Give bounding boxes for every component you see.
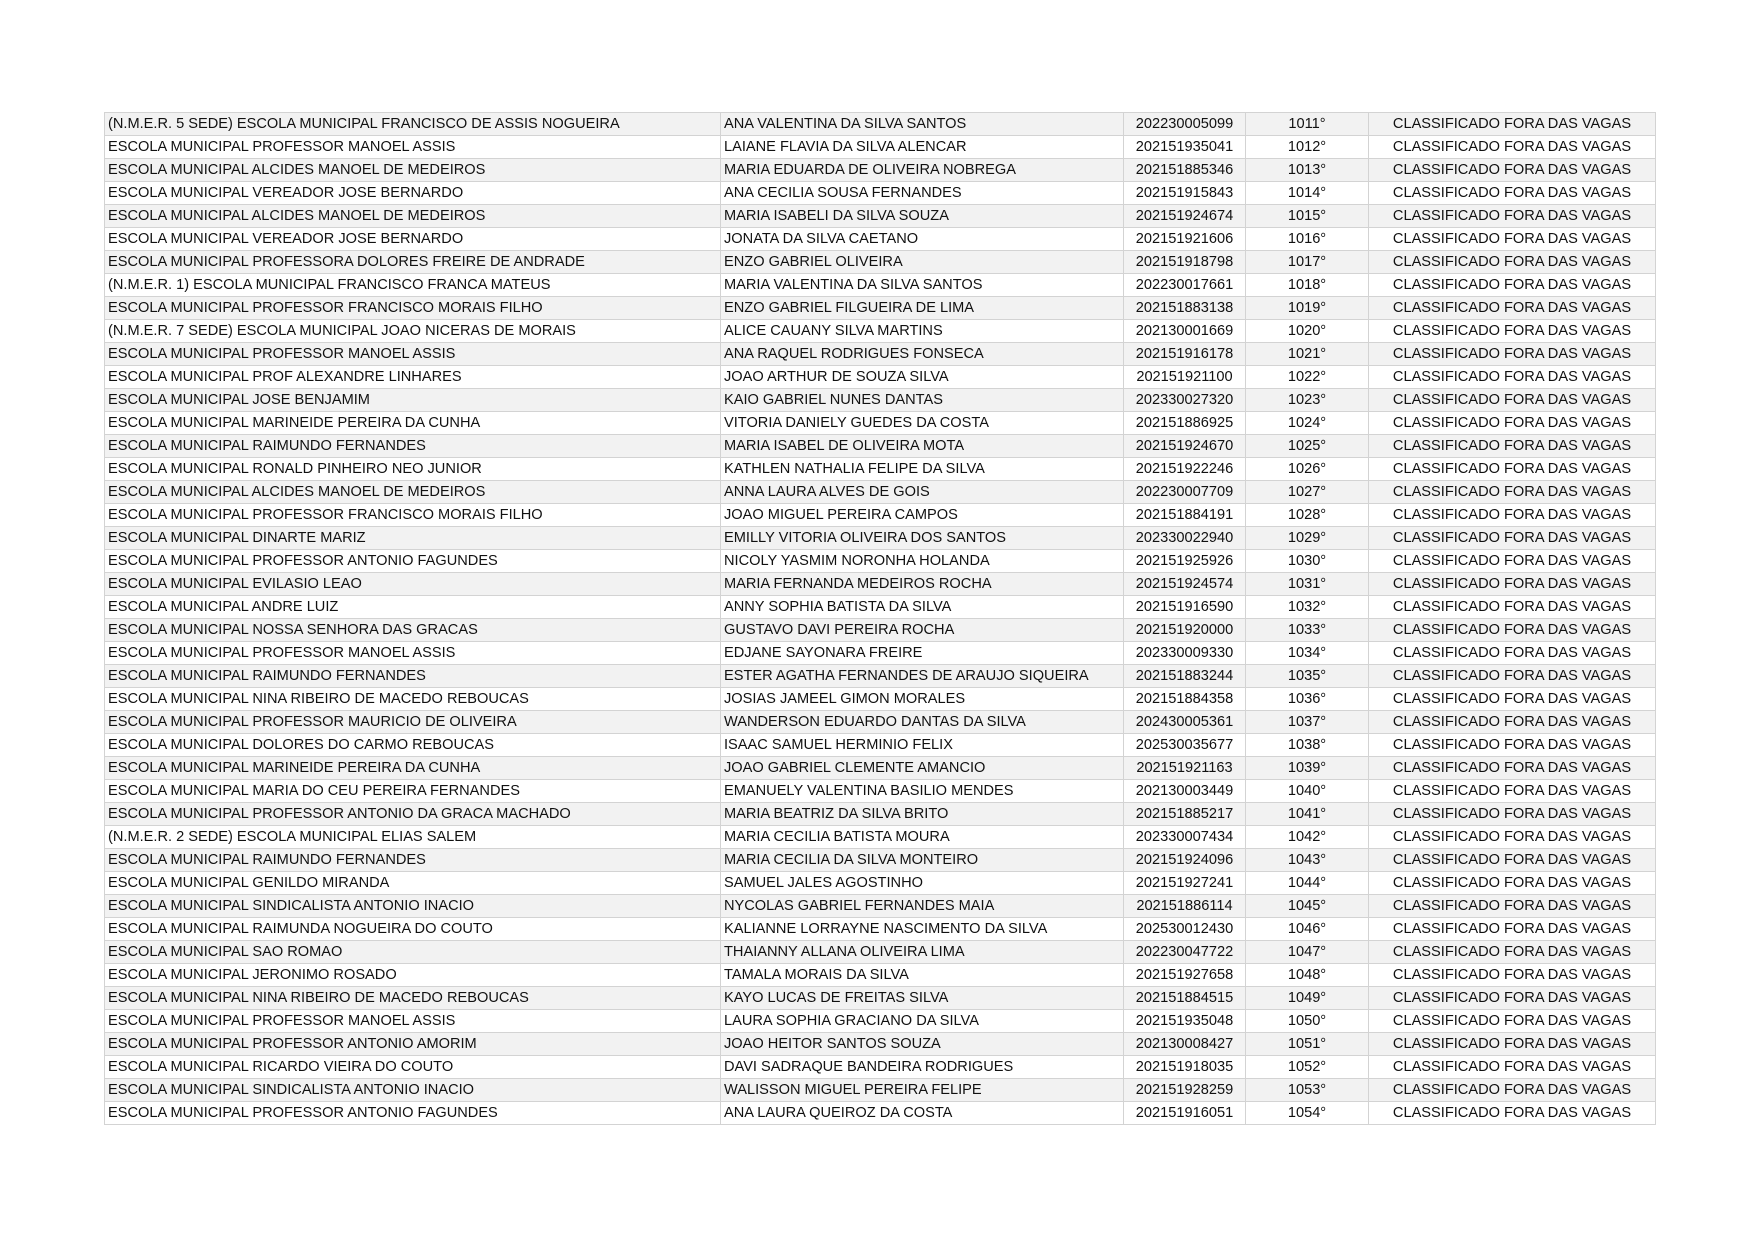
table-row [105, 826, 1656, 849]
student-name-cell: LAURA SOPHIA GRACIANO DA SILVA [721, 1010, 1124, 1033]
student-name-cell: ANA RAQUEL RODRIGUES FONSECA [721, 343, 1124, 366]
position-cell: 1053° [1246, 1079, 1369, 1102]
school-cell: ESCOLA MUNICIPAL VEREADOR JOSE BERNARDO [105, 228, 721, 251]
status-cell: CLASSIFICADO FORA DAS VAGAS [1369, 228, 1656, 251]
school-cell: ESCOLA MUNICIPAL RICARDO VIEIRA DO COUTO [105, 1056, 721, 1079]
status-cell: CLASSIFICADO FORA DAS VAGAS [1369, 918, 1656, 941]
student-name-cell: MARIA BEATRIZ DA SILVA BRITO [721, 803, 1124, 826]
status-cell: CLASSIFICADO FORA DAS VAGAS [1369, 849, 1656, 872]
student-name-cell: JOSIAS JAMEEL GIMON MORALES [721, 688, 1124, 711]
school-cell: ESCOLA MUNICIPAL EVILASIO LEAO [105, 573, 721, 596]
position-cell: 1029° [1246, 527, 1369, 550]
status-cell: CLASSIFICADO FORA DAS VAGAS [1369, 711, 1656, 734]
table-row [105, 550, 1656, 573]
position-cell: 1044° [1246, 872, 1369, 895]
student-name-cell: ENZO GABRIEL OLIVEIRA [721, 251, 1124, 274]
registration-cell: 202151883244 [1124, 665, 1246, 688]
registration-cell: 202151921606 [1124, 228, 1246, 251]
status-cell: CLASSIFICADO FORA DAS VAGAS [1369, 573, 1656, 596]
registration-cell: 202151886114 [1124, 895, 1246, 918]
table-row [105, 228, 1656, 251]
registration-cell: 202151922246 [1124, 458, 1246, 481]
table-row [105, 251, 1656, 274]
position-cell: 1018° [1246, 274, 1369, 297]
table-row [105, 1102, 1656, 1125]
school-cell: (N.M.E.R. 2 SEDE) ESCOLA MUNICIPAL ELIAS SALEM [105, 826, 721, 849]
position-cell: 1022° [1246, 366, 1369, 389]
registration-cell: 202330009330 [1124, 642, 1246, 665]
student-name-cell: THAIANNY ALLANA OLIVEIRA LIMA [721, 941, 1124, 964]
student-name-cell: ANA LAURA QUEIROZ DA COSTA [721, 1102, 1124, 1125]
school-cell: ESCOLA MUNICIPAL PROF ALEXANDRE LINHARES [105, 366, 721, 389]
status-cell: CLASSIFICADO FORA DAS VAGAS [1369, 596, 1656, 619]
table-row [105, 1079, 1656, 1102]
table-row [105, 1033, 1656, 1056]
position-cell: 1028° [1246, 504, 1369, 527]
table-row [105, 665, 1656, 688]
table-row [105, 803, 1656, 826]
position-cell: 1032° [1246, 596, 1369, 619]
school-cell: ESCOLA MUNICIPAL NINA RIBEIRO DE MACEDO REBOUCAS [105, 987, 721, 1010]
status-cell: CLASSIFICADO FORA DAS VAGAS [1369, 458, 1656, 481]
position-cell: 1036° [1246, 688, 1369, 711]
position-cell: 1047° [1246, 941, 1369, 964]
position-cell: 1045° [1246, 895, 1369, 918]
position-cell: 1034° [1246, 642, 1369, 665]
status-cell: CLASSIFICADO FORA DAS VAGAS [1369, 1102, 1656, 1125]
school-cell: ESCOLA MUNICIPAL RAIMUNDO FERNANDES [105, 435, 721, 458]
table-row [105, 872, 1656, 895]
student-name-cell: MARIA CECILIA DA SILVA MONTEIRO [721, 849, 1124, 872]
status-cell: CLASSIFICADO FORA DAS VAGAS [1369, 274, 1656, 297]
position-cell: 1038° [1246, 734, 1369, 757]
student-name-cell: ANA CECILIA SOUSA FERNANDES [721, 182, 1124, 205]
student-name-cell: ESTER AGATHA FERNANDES DE ARAUJO SIQUEIRA [721, 665, 1124, 688]
status-cell: CLASSIFICADO FORA DAS VAGAS [1369, 251, 1656, 274]
position-cell: 1015° [1246, 205, 1369, 228]
results-table [104, 112, 1656, 1125]
school-cell: ESCOLA MUNICIPAL PROFESSOR ANTONIO FAGUNDES [105, 550, 721, 573]
table-row [105, 527, 1656, 550]
school-cell: ESCOLA MUNICIPAL RAIMUNDO FERNANDES [105, 849, 721, 872]
registration-cell: 202151885217 [1124, 803, 1246, 826]
position-cell: 1012° [1246, 136, 1369, 159]
student-name-cell: JOAO HEITOR SANTOS SOUZA [721, 1033, 1124, 1056]
school-cell: ESCOLA MUNICIPAL PROFESSOR MANOEL ASSIS [105, 343, 721, 366]
status-cell: CLASSIFICADO FORA DAS VAGAS [1369, 527, 1656, 550]
school-cell: ESCOLA MUNICIPAL PROFESSOR MANOEL ASSIS [105, 136, 721, 159]
status-cell: CLASSIFICADO FORA DAS VAGAS [1369, 757, 1656, 780]
registration-cell: 202151920000 [1124, 619, 1246, 642]
registration-cell: 202330022940 [1124, 527, 1246, 550]
position-cell: 1054° [1246, 1102, 1369, 1125]
position-cell: 1040° [1246, 780, 1369, 803]
status-cell: CLASSIFICADO FORA DAS VAGAS [1369, 780, 1656, 803]
status-cell: CLASSIFICADO FORA DAS VAGAS [1369, 320, 1656, 343]
status-cell: CLASSIFICADO FORA DAS VAGAS [1369, 895, 1656, 918]
student-name-cell: ALICE CAUANY SILVA MARTINS [721, 320, 1124, 343]
school-cell: ESCOLA MUNICIPAL PROFESSOR ANTONIO DA GRACA MACHADO [105, 803, 721, 826]
status-cell: CLASSIFICADO FORA DAS VAGAS [1369, 619, 1656, 642]
school-cell: ESCOLA MUNICIPAL ALCIDES MANOEL DE MEDEIROS [105, 481, 721, 504]
registration-cell: 202151924674 [1124, 205, 1246, 228]
status-cell: CLASSIFICADO FORA DAS VAGAS [1369, 481, 1656, 504]
table-row [105, 688, 1656, 711]
table-row [105, 274, 1656, 297]
student-name-cell: MARIA ISABELI DA SILVA SOUZA [721, 205, 1124, 228]
registration-cell: 202530035677 [1124, 734, 1246, 757]
table-row [105, 642, 1656, 665]
student-name-cell: ANNA LAURA ALVES DE GOIS [721, 481, 1124, 504]
status-cell: CLASSIFICADO FORA DAS VAGAS [1369, 504, 1656, 527]
position-cell: 1023° [1246, 389, 1369, 412]
school-cell: ESCOLA MUNICIPAL PROFESSOR FRANCISCO MORAIS FILHO [105, 297, 721, 320]
table-row [105, 596, 1656, 619]
student-name-cell: DAVI SADRAQUE BANDEIRA RODRIGUES [721, 1056, 1124, 1079]
status-cell: CLASSIFICADO FORA DAS VAGAS [1369, 964, 1656, 987]
school-cell: ESCOLA MUNICIPAL PROFESSOR MANOEL ASSIS [105, 642, 721, 665]
table-row [105, 1056, 1656, 1079]
status-cell: CLASSIFICADO FORA DAS VAGAS [1369, 550, 1656, 573]
student-name-cell: ISAAC SAMUEL HERMINIO FELIX [721, 734, 1124, 757]
school-cell: ESCOLA MUNICIPAL PROFESSOR FRANCISCO MORAIS FILHO [105, 504, 721, 527]
student-name-cell: KALIANNE LORRAYNE NASCIMENTO DA SILVA [721, 918, 1124, 941]
status-cell: CLASSIFICADO FORA DAS VAGAS [1369, 343, 1656, 366]
position-cell: 1050° [1246, 1010, 1369, 1033]
position-cell: 1013° [1246, 159, 1369, 182]
student-name-cell: KATHLEN NATHALIA FELIPE DA SILVA [721, 458, 1124, 481]
table-row [105, 964, 1656, 987]
registration-cell: 202151927658 [1124, 964, 1246, 987]
status-cell: CLASSIFICADO FORA DAS VAGAS [1369, 642, 1656, 665]
school-cell: ESCOLA MUNICIPAL RAIMUNDO FERNANDES [105, 665, 721, 688]
status-cell: CLASSIFICADO FORA DAS VAGAS [1369, 389, 1656, 412]
table-row [105, 182, 1656, 205]
student-name-cell: TAMALA MORAIS DA SILVA [721, 964, 1124, 987]
position-cell: 1020° [1246, 320, 1369, 343]
school-cell: ESCOLA MUNICIPAL SINDICALISTA ANTONIO INACIO [105, 1079, 721, 1102]
table-row [105, 619, 1656, 642]
table-row [105, 481, 1656, 504]
status-cell: CLASSIFICADO FORA DAS VAGAS [1369, 1010, 1656, 1033]
table-row [105, 941, 1656, 964]
registration-cell: 202151927241 [1124, 872, 1246, 895]
school-cell: ESCOLA MUNICIPAL MARINEIDE PEREIRA DA CUNHA [105, 412, 721, 435]
position-cell: 1021° [1246, 343, 1369, 366]
status-cell: CLASSIFICADO FORA DAS VAGAS [1369, 136, 1656, 159]
status-cell: CLASSIFICADO FORA DAS VAGAS [1369, 159, 1656, 182]
registration-cell: 202151924096 [1124, 849, 1246, 872]
position-cell: 1051° [1246, 1033, 1369, 1056]
registration-cell: 202230007709 [1124, 481, 1246, 504]
student-name-cell: NYCOLAS GABRIEL FERNANDES MAIA [721, 895, 1124, 918]
table-row [105, 136, 1656, 159]
registration-cell: 202151883138 [1124, 297, 1246, 320]
position-cell: 1016° [1246, 228, 1369, 251]
registration-cell: 202151924574 [1124, 573, 1246, 596]
status-cell: CLASSIFICADO FORA DAS VAGAS [1369, 688, 1656, 711]
table-row [105, 780, 1656, 803]
table-row [105, 205, 1656, 228]
position-cell: 1046° [1246, 918, 1369, 941]
school-cell: ESCOLA MUNICIPAL PROFESSOR MAURICIO DE OLIVEIRA [105, 711, 721, 734]
registration-cell: 202330007434 [1124, 826, 1246, 849]
status-cell: CLASSIFICADO FORA DAS VAGAS [1369, 803, 1656, 826]
table-row [105, 297, 1656, 320]
table-row [105, 159, 1656, 182]
results-table-body [105, 113, 1656, 1125]
student-name-cell: JOAO ARTHUR DE SOUZA SILVA [721, 366, 1124, 389]
student-name-cell: MARIA VALENTINA DA SILVA SANTOS [721, 274, 1124, 297]
school-cell: ESCOLA MUNICIPAL MARIA DO CEU PEREIRA FERNANDES [105, 780, 721, 803]
registration-cell: 202230005099 [1124, 113, 1246, 136]
table-row [105, 711, 1656, 734]
school-cell: (N.M.E.R. 7 SEDE) ESCOLA MUNICIPAL JOAO NICERAS DE MORAIS [105, 320, 721, 343]
student-name-cell: MARIA FERNANDA MEDEIROS ROCHA [721, 573, 1124, 596]
position-cell: 1052° [1246, 1056, 1369, 1079]
registration-cell: 202151935048 [1124, 1010, 1246, 1033]
registration-cell: 202230047722 [1124, 941, 1246, 964]
school-cell: ESCOLA MUNICIPAL JOSE BENJAMIM [105, 389, 721, 412]
status-cell: CLASSIFICADO FORA DAS VAGAS [1369, 872, 1656, 895]
student-name-cell: ANNY SOPHIA BATISTA DA SILVA [721, 596, 1124, 619]
position-cell: 1035° [1246, 665, 1369, 688]
student-name-cell: JOAO MIGUEL PEREIRA CAMPOS [721, 504, 1124, 527]
position-cell: 1041° [1246, 803, 1369, 826]
student-name-cell: JOAO GABRIEL CLEMENTE AMANCIO [721, 757, 1124, 780]
table-row [105, 895, 1656, 918]
position-cell: 1039° [1246, 757, 1369, 780]
status-cell: CLASSIFICADO FORA DAS VAGAS [1369, 665, 1656, 688]
status-cell: CLASSIFICADO FORA DAS VAGAS [1369, 1056, 1656, 1079]
table-row [105, 320, 1656, 343]
student-name-cell: SAMUEL JALES AGOSTINHO [721, 872, 1124, 895]
student-name-cell: EDJANE SAYONARA FREIRE [721, 642, 1124, 665]
position-cell: 1014° [1246, 182, 1369, 205]
table-row [105, 343, 1656, 366]
position-cell: 1033° [1246, 619, 1369, 642]
school-cell: (N.M.E.R. 5 SEDE) ESCOLA MUNICIPAL FRANCISCO DE ASSIS NOGUEIRA [105, 113, 721, 136]
status-cell: CLASSIFICADO FORA DAS VAGAS [1369, 435, 1656, 458]
registration-cell: 202151885346 [1124, 159, 1246, 182]
school-cell: ESCOLA MUNICIPAL JERONIMO ROSADO [105, 964, 721, 987]
position-cell: 1048° [1246, 964, 1369, 987]
registration-cell: 202151918798 [1124, 251, 1246, 274]
school-cell: ESCOLA MUNICIPAL VEREADOR JOSE BERNARDO [105, 182, 721, 205]
school-cell: ESCOLA MUNICIPAL PROFESSOR ANTONIO AMORIM [105, 1033, 721, 1056]
status-cell: CLASSIFICADO FORA DAS VAGAS [1369, 297, 1656, 320]
registration-cell: 202151915843 [1124, 182, 1246, 205]
school-cell: ESCOLA MUNICIPAL MARINEIDE PEREIRA DA CUNHA [105, 757, 721, 780]
table-row [105, 849, 1656, 872]
registration-cell: 202151916051 [1124, 1102, 1246, 1125]
student-name-cell: WANDERSON EDUARDO DANTAS DA SILVA [721, 711, 1124, 734]
registration-cell: 202151884191 [1124, 504, 1246, 527]
school-cell: ESCOLA MUNICIPAL NOSSA SENHORA DAS GRACAS [105, 619, 721, 642]
position-cell: 1026° [1246, 458, 1369, 481]
student-name-cell: MARIA ISABEL DE OLIVEIRA MOTA [721, 435, 1124, 458]
registration-cell: 202130008427 [1124, 1033, 1246, 1056]
position-cell: 1017° [1246, 251, 1369, 274]
registration-cell: 202151916590 [1124, 596, 1246, 619]
registration-cell: 202130001669 [1124, 320, 1246, 343]
school-cell: ESCOLA MUNICIPAL PROFESSOR ANTONIO FAGUNDES [105, 1102, 721, 1125]
registration-cell: 202151924670 [1124, 435, 1246, 458]
registration-cell: 202151925926 [1124, 550, 1246, 573]
student-name-cell: WALISSON MIGUEL PEREIRA FELIPE [721, 1079, 1124, 1102]
registration-cell: 202151916178 [1124, 343, 1246, 366]
student-name-cell: KAYO LUCAS DE FREITAS SILVA [721, 987, 1124, 1010]
school-cell: ESCOLA MUNICIPAL PROFESSOR MANOEL ASSIS [105, 1010, 721, 1033]
table-row [105, 389, 1656, 412]
school-cell: (N.M.E.R. 1) ESCOLA MUNICIPAL FRANCISCO FRANCA MATEUS [105, 274, 721, 297]
table-row [105, 504, 1656, 527]
school-cell: ESCOLA MUNICIPAL SAO ROMAO [105, 941, 721, 964]
position-cell: 1043° [1246, 849, 1369, 872]
registration-cell: 202530012430 [1124, 918, 1246, 941]
status-cell: CLASSIFICADO FORA DAS VAGAS [1369, 826, 1656, 849]
position-cell: 1037° [1246, 711, 1369, 734]
school-cell: ESCOLA MUNICIPAL DINARTE MARIZ [105, 527, 721, 550]
table-row [105, 113, 1656, 136]
registration-cell: 202151886925 [1124, 412, 1246, 435]
table-row [105, 757, 1656, 780]
registration-cell: 202151884358 [1124, 688, 1246, 711]
school-cell: ESCOLA MUNICIPAL RONALD PINHEIRO NEO JUNIOR [105, 458, 721, 481]
table-row [105, 1010, 1656, 1033]
position-cell: 1027° [1246, 481, 1369, 504]
registration-cell: 202151935041 [1124, 136, 1246, 159]
table-row [105, 734, 1656, 757]
school-cell: ESCOLA MUNICIPAL ANDRE LUIZ [105, 596, 721, 619]
school-cell: ESCOLA MUNICIPAL PROFESSORA DOLORES FREIRE DE ANDRADE [105, 251, 721, 274]
position-cell: 1019° [1246, 297, 1369, 320]
student-name-cell: LAIANE FLAVIA DA SILVA ALENCAR [721, 136, 1124, 159]
student-name-cell: VITORIA DANIELY GUEDES DA COSTA [721, 412, 1124, 435]
student-name-cell: GUSTAVO DAVI PEREIRA ROCHA [721, 619, 1124, 642]
school-cell: ESCOLA MUNICIPAL NINA RIBEIRO DE MACEDO REBOUCAS [105, 688, 721, 711]
registration-cell: 202330027320 [1124, 389, 1246, 412]
registration-cell: 202151921100 [1124, 366, 1246, 389]
registration-cell: 202151921163 [1124, 757, 1246, 780]
school-cell: ESCOLA MUNICIPAL RAIMUNDA NOGUEIRA DO COUTO [105, 918, 721, 941]
status-cell: CLASSIFICADO FORA DAS VAGAS [1369, 1079, 1656, 1102]
status-cell: CLASSIFICADO FORA DAS VAGAS [1369, 113, 1656, 136]
table-row [105, 573, 1656, 596]
status-cell: CLASSIFICADO FORA DAS VAGAS [1369, 182, 1656, 205]
registration-cell: 202230017661 [1124, 274, 1246, 297]
registration-cell: 202130003449 [1124, 780, 1246, 803]
status-cell: CLASSIFICADO FORA DAS VAGAS [1369, 366, 1656, 389]
student-name-cell: MARIA EDUARDA DE OLIVEIRA NOBREGA [721, 159, 1124, 182]
school-cell: ESCOLA MUNICIPAL GENILDO MIRANDA [105, 872, 721, 895]
position-cell: 1042° [1246, 826, 1369, 849]
registration-cell: 202430005361 [1124, 711, 1246, 734]
student-name-cell: NICOLY YASMIM NORONHA HOLANDA [721, 550, 1124, 573]
position-cell: 1011° [1246, 113, 1369, 136]
table-row [105, 412, 1656, 435]
status-cell: CLASSIFICADO FORA DAS VAGAS [1369, 205, 1656, 228]
position-cell: 1024° [1246, 412, 1369, 435]
position-cell: 1025° [1246, 435, 1369, 458]
table-row [105, 918, 1656, 941]
position-cell: 1030° [1246, 550, 1369, 573]
table-row [105, 435, 1656, 458]
position-cell: 1031° [1246, 573, 1369, 596]
status-cell: CLASSIFICADO FORA DAS VAGAS [1369, 987, 1656, 1010]
registration-cell: 202151928259 [1124, 1079, 1246, 1102]
school-cell: ESCOLA MUNICIPAL ALCIDES MANOEL DE MEDEIROS [105, 159, 721, 182]
status-cell: CLASSIFICADO FORA DAS VAGAS [1369, 734, 1656, 757]
status-cell: CLASSIFICADO FORA DAS VAGAS [1369, 1033, 1656, 1056]
student-name-cell: EMANUELY VALENTINA BASILIO MENDES [721, 780, 1124, 803]
student-name-cell: ANA VALENTINA DA SILVA SANTOS [721, 113, 1124, 136]
position-cell: 1049° [1246, 987, 1369, 1010]
status-cell: CLASSIFICADO FORA DAS VAGAS [1369, 412, 1656, 435]
status-cell: CLASSIFICADO FORA DAS VAGAS [1369, 941, 1656, 964]
student-name-cell: ENZO GABRIEL FILGUEIRA DE LIMA [721, 297, 1124, 320]
registration-cell: 202151918035 [1124, 1056, 1246, 1079]
student-name-cell: MARIA CECILIA BATISTA MOURA [721, 826, 1124, 849]
table-row [105, 458, 1656, 481]
school-cell: ESCOLA MUNICIPAL DOLORES DO CARMO REBOUCAS [105, 734, 721, 757]
table-row [105, 366, 1656, 389]
registration-cell: 202151884515 [1124, 987, 1246, 1010]
school-cell: ESCOLA MUNICIPAL SINDICALISTA ANTONIO INACIO [105, 895, 721, 918]
student-name-cell: JONATA DA SILVA CAETANO [721, 228, 1124, 251]
table-row [105, 987, 1656, 1010]
student-name-cell: EMILLY VITORIA OLIVEIRA DOS SANTOS [721, 527, 1124, 550]
school-cell: ESCOLA MUNICIPAL ALCIDES MANOEL DE MEDEIROS [105, 205, 721, 228]
student-name-cell: KAIO GABRIEL NUNES DANTAS [721, 389, 1124, 412]
